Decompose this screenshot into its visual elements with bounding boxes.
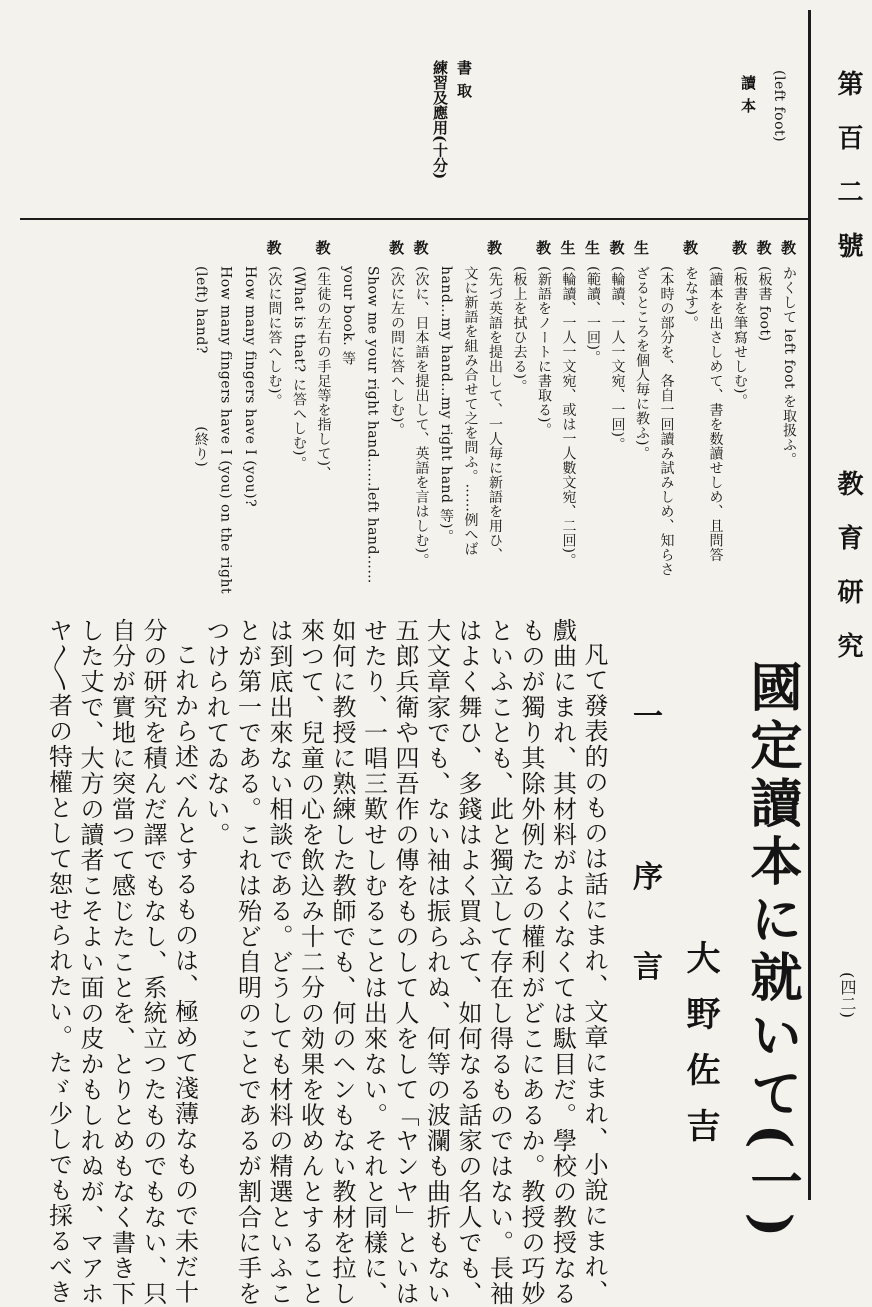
prev-line: (板書を筆寫せしむ)。: [732, 266, 748, 409]
body-line: は到底出來ない相談である。どうしても材料の精選といふこ: [265, 618, 293, 1307]
body-line: 如何に教授に熟練した教師でも、何のヘンもない教材を拉し: [328, 618, 356, 1307]
body-line: ヤ〳〵者の特權として恕せられたい。たゞ少しでも採るべき: [44, 618, 73, 1305]
prev-line: (先づ英語を提出して、一人毎に新語を用ひ、: [487, 266, 503, 562]
prev-head-foot: (left foot): [771, 70, 787, 143]
body-line: これから述べんとするものは、極めて淺薄なもので未だ十: [170, 642, 199, 1305]
article-title: 國定讀本に就いて(一): [741, 660, 802, 1244]
speaker-mark: 教: [485, 240, 503, 255]
prev-line: かくして left foot を取扱ふ。: [781, 266, 797, 467]
prev-head-reader: 讀本: [739, 75, 757, 121]
body-line: せたり、一唱三歎せしむることは出來ない。それと同樣に、: [359, 618, 388, 1307]
body-line: 戲曲にまれ、其材料がよくなくては駄目だ。學校の教授なる: [548, 618, 577, 1307]
speaker-mark: 教: [534, 240, 552, 255]
prev-line: (新語をノートに書取る)。: [536, 266, 552, 438]
speaker-mark: 教: [411, 240, 430, 255]
prev-line: How many fingers have I (you)?: [242, 266, 258, 508]
prev-line: (次に左の問に答へしむ)。: [389, 266, 405, 438]
body-line: 分の研究を積んだ譯でもなし、系統立つたものでもない、只: [139, 618, 167, 1307]
prev-line: (板上を拭ひ去る)。: [511, 266, 528, 394]
article-author: 大野佐吉: [680, 940, 720, 1164]
prev-head-practice: 練習及應用(十分): [431, 60, 449, 180]
prev-line: (left) hand? (終り): [193, 266, 209, 468]
speaker-mark: 教: [387, 240, 405, 255]
prev-line: をなす)。: [683, 266, 699, 330]
prev-line: (What is that? に答へしむ)。: [291, 266, 307, 471]
speaker-mark: 教: [754, 240, 773, 255]
body-line: つけられてゐない。: [202, 618, 230, 848]
prev-line: hand…my hand…my right hand 等)。: [438, 266, 454, 544]
prev-line: Show me your right hand……left hand……: [364, 266, 381, 584]
prev-line: How many fingers have I (you) on the right: [217, 266, 234, 595]
prev-line: (輪讀、一人一文宛、或は一人數文宛、二回)。: [560, 266, 577, 568]
prev-line: (本時の部分を、各自一回讀み試みしめ、知らさ: [658, 266, 675, 577]
speaker-mark: 教: [779, 240, 797, 255]
speaker-mark: 教: [313, 240, 332, 255]
prev-line: (讀本を出さしめて、書を数讀せしめ、且問答: [707, 266, 724, 562]
body-line: 凡て發表的のものは話にまれ、文章にまれ、小說にまれ、: [580, 642, 608, 1305]
journal-title: 教育研究: [833, 470, 863, 686]
speaker-mark: 教: [730, 240, 748, 255]
body-line: 來つて、兒童の心を飲込み十二分の効果を收めんとすること: [296, 618, 325, 1307]
issue-number: 第百二號: [833, 70, 863, 286]
prev-line: your book. 等: [340, 266, 356, 366]
prev-line: (生徒の左右の手足等を指して)、: [315, 266, 332, 481]
prev-line: (範讀、一回)。: [585, 266, 601, 365]
speaker-mark: 教: [681, 240, 699, 255]
body-line: ものが獨り其除外例たるの權利がどこにあるか。教授の巧妙: [517, 618, 545, 1307]
speaker-mark: 教: [607, 240, 626, 255]
prev-head-dictation: 書取: [455, 60, 473, 106]
body-line: 五郎兵衛や四吾作の傳をものして人をして「ヤンヤ」といは: [391, 618, 419, 1307]
prev-line: (次に問に答へしむ)。: [266, 266, 283, 409]
speaker-mark: 生: [632, 240, 650, 255]
body-line: 自分が實地に突當つて感じたことを、とりとめもなく書き下: [107, 618, 136, 1307]
prev-line: ざるところを個人毎に教ふ)。: [634, 266, 650, 461]
speaker-mark: 生: [558, 240, 577, 255]
body-line: 大文章家でも、ない袖は振られぬ、何等の波瀾も曲折もない: [422, 618, 451, 1307]
prev-line: (板書 foot): [756, 266, 773, 342]
page-number: (四二): [838, 972, 857, 1019]
body-line: はよく舞ひ、多錢はよく買ふて、如何なる話家の名人でも、: [454, 618, 482, 1307]
section-heading: 一 序言: [627, 700, 662, 1041]
prev-line: (輪讀、一人一文宛、一回)。: [609, 266, 626, 452]
speaker-mark: 教: [264, 240, 283, 255]
body-line: といふことも、此と獨立して存在し得るものではない。長袖: [485, 618, 514, 1307]
prev-line: (次に、日本語を提出して、英語を言はしむ)。: [413, 266, 430, 568]
body-line: とが第一である。これは殆ど自明のことであるが割合に手を: [233, 618, 262, 1307]
section-divider: [20, 218, 810, 220]
body-line: した丈で、大方の讀者こそよい面の皮かもしれぬが、マアホ: [76, 618, 104, 1307]
speaker-mark: 生: [583, 240, 601, 255]
prev-line: 文に新語を組み合せて之を問ふ。……例へば: [462, 266, 479, 556]
